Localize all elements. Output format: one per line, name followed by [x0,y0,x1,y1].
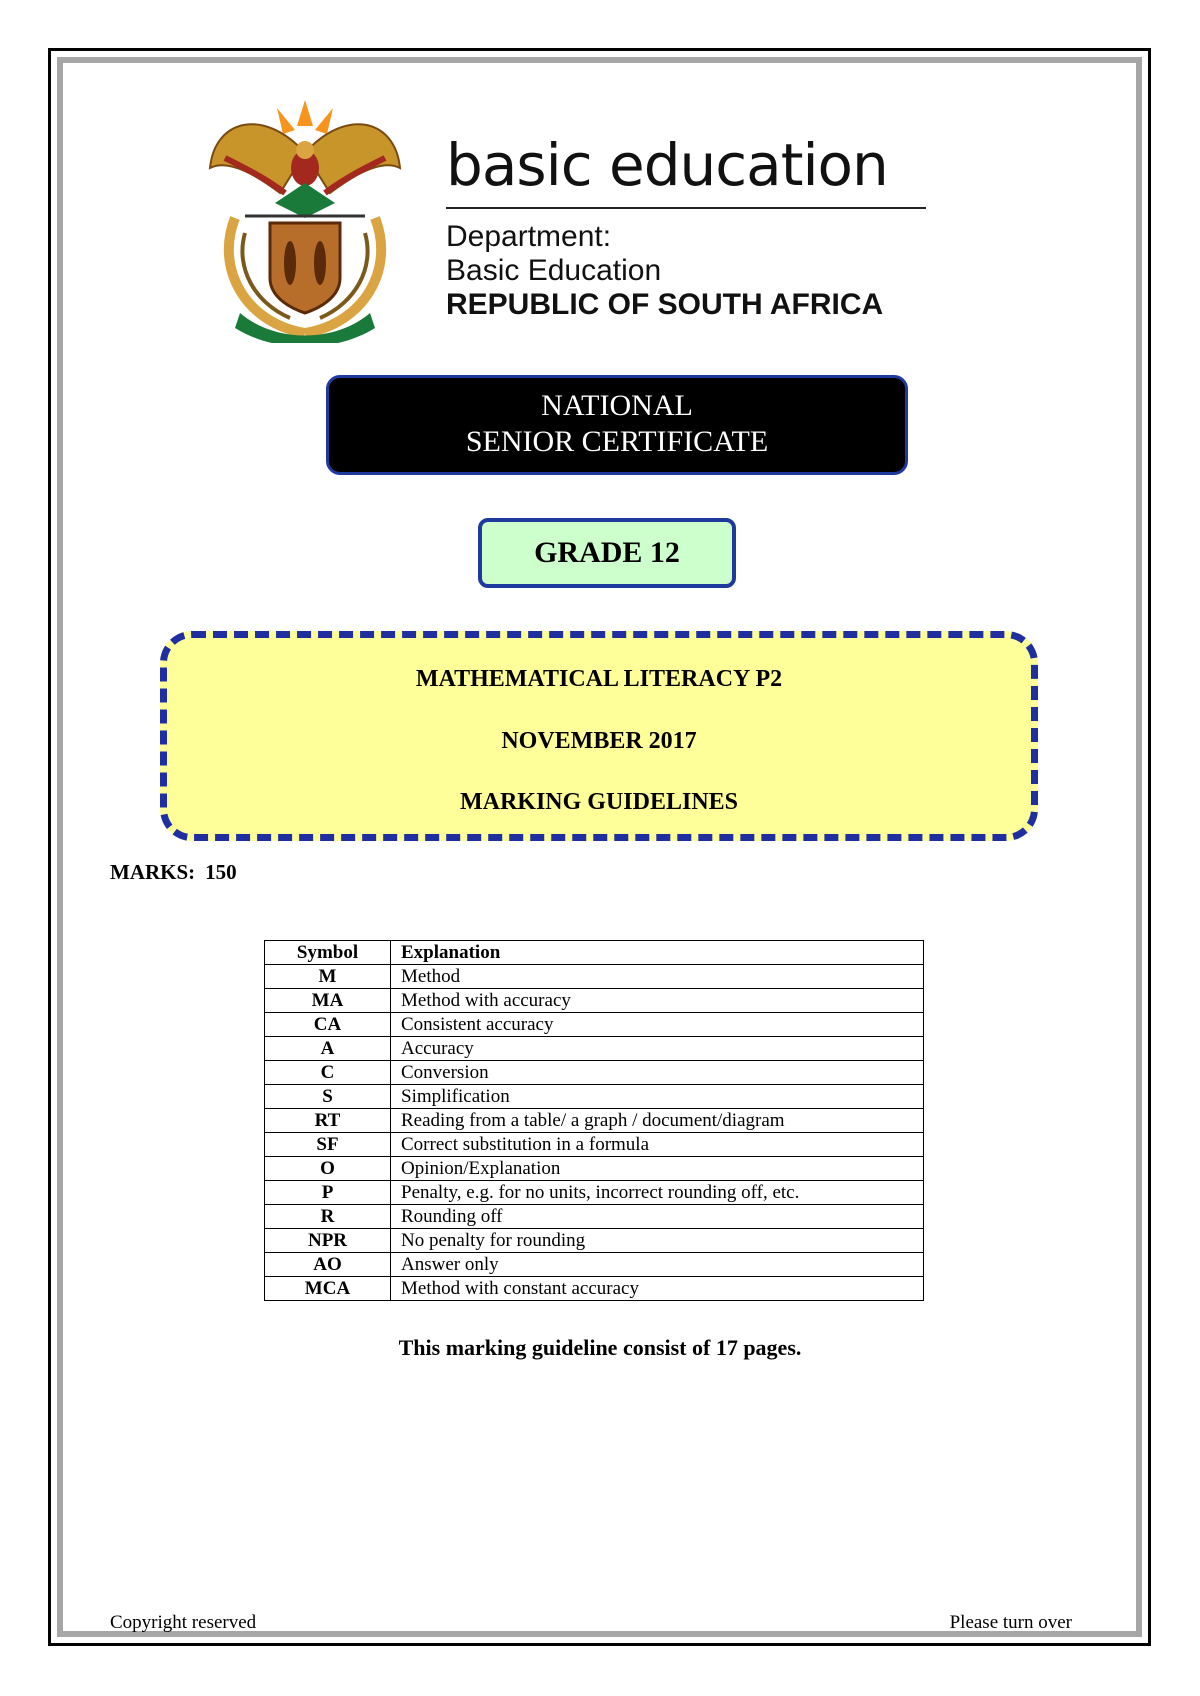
country-name: REPUBLIC OF SOUTH AFRICA [446,288,884,321]
symbol-legend-table [264,940,924,1301]
subject-panel [160,631,1038,841]
table-row [265,1061,924,1085]
table-row [265,1181,924,1205]
explanation-cell: Accuracy [391,1037,924,1061]
table-row [265,989,924,1013]
symbol-cell: S [265,1085,391,1109]
table-row [265,1253,924,1277]
certificate-banner [326,375,908,475]
symbol-cell: MCA [265,1277,391,1301]
explanation-cell: Answer only [391,1253,924,1277]
page-count-note: This marking guideline consist of 17 pages. [398,1335,802,1360]
symbol-cell: R [265,1205,391,1229]
coat-of-arms-logo [205,98,405,343]
table-row [265,1133,924,1157]
explanation-cell: Penalty, e.g. for no units, incorrect rounding off, etc. [391,1181,924,1205]
explanation-cell: Consistent accuracy [391,1013,924,1037]
symbol-cell: C [265,1061,391,1085]
table-row [265,1229,924,1253]
column-header-symbol: Symbol [265,941,391,965]
table-row [265,1157,924,1181]
certificate-line-2: SENIOR CERTIFICATE [465,425,769,458]
explanation-cell: Simplification [391,1085,924,1109]
table-row [265,965,924,989]
table-row [265,1277,924,1301]
table-row [265,1205,924,1229]
department-name: Basic Education [446,254,662,287]
explanation-cell: Method with accuracy [391,989,924,1013]
table-row [265,1109,924,1133]
document-type: MARKING GUIDELINES [459,789,739,815]
footer-copyright: Copyright reserved [110,1612,257,1633]
explanation-cell: No penalty for rounding [391,1229,924,1253]
explanation-cell: Correct substitution in a formula [391,1133,924,1157]
symbol-cell: NPR [265,1229,391,1253]
explanation-cell: Method [391,965,924,989]
certificate-line-1: NATIONAL [541,389,693,422]
table-header-row [265,941,924,965]
symbol-cell: CA [265,1013,391,1037]
marks-value: 150 [205,860,237,884]
department-label: Department: [446,220,612,253]
table-row [265,1085,924,1109]
explanation-cell: Opinion/Explanation [391,1157,924,1181]
explanation-cell: Conversion [391,1061,924,1085]
marks-label: MARKS: [110,860,196,884]
table-row [265,1013,924,1037]
exam-session: NOVEMBER 2017 [501,728,697,754]
subject-title: MATHEMATICAL LITERACY P2 [415,666,783,692]
symbol-cell: M [265,965,391,989]
column-header-explanation: Explanation [391,941,924,965]
grade-badge: GRADE 12 [478,518,736,588]
symbol-cell: MA [265,989,391,1013]
explanation-cell: Rounding off [391,1205,924,1229]
symbol-cell: RT [265,1109,391,1133]
symbol-cell: AO [265,1253,391,1277]
footer-turn-over: Please turn over [949,1612,1072,1633]
brand-title: basic education [446,131,888,199]
brand-underline [446,207,926,209]
symbol-cell: O [265,1157,391,1181]
explanation-cell: Reading from a table/ a graph / document/diagram [391,1109,924,1133]
symbol-cell: SF [265,1133,391,1157]
symbol-cell: P [265,1181,391,1205]
explanation-cell: Method with constant accuracy [391,1277,924,1301]
table-row [265,1037,924,1061]
marks-total [110,860,237,885]
symbol-cell: A [265,1037,391,1061]
